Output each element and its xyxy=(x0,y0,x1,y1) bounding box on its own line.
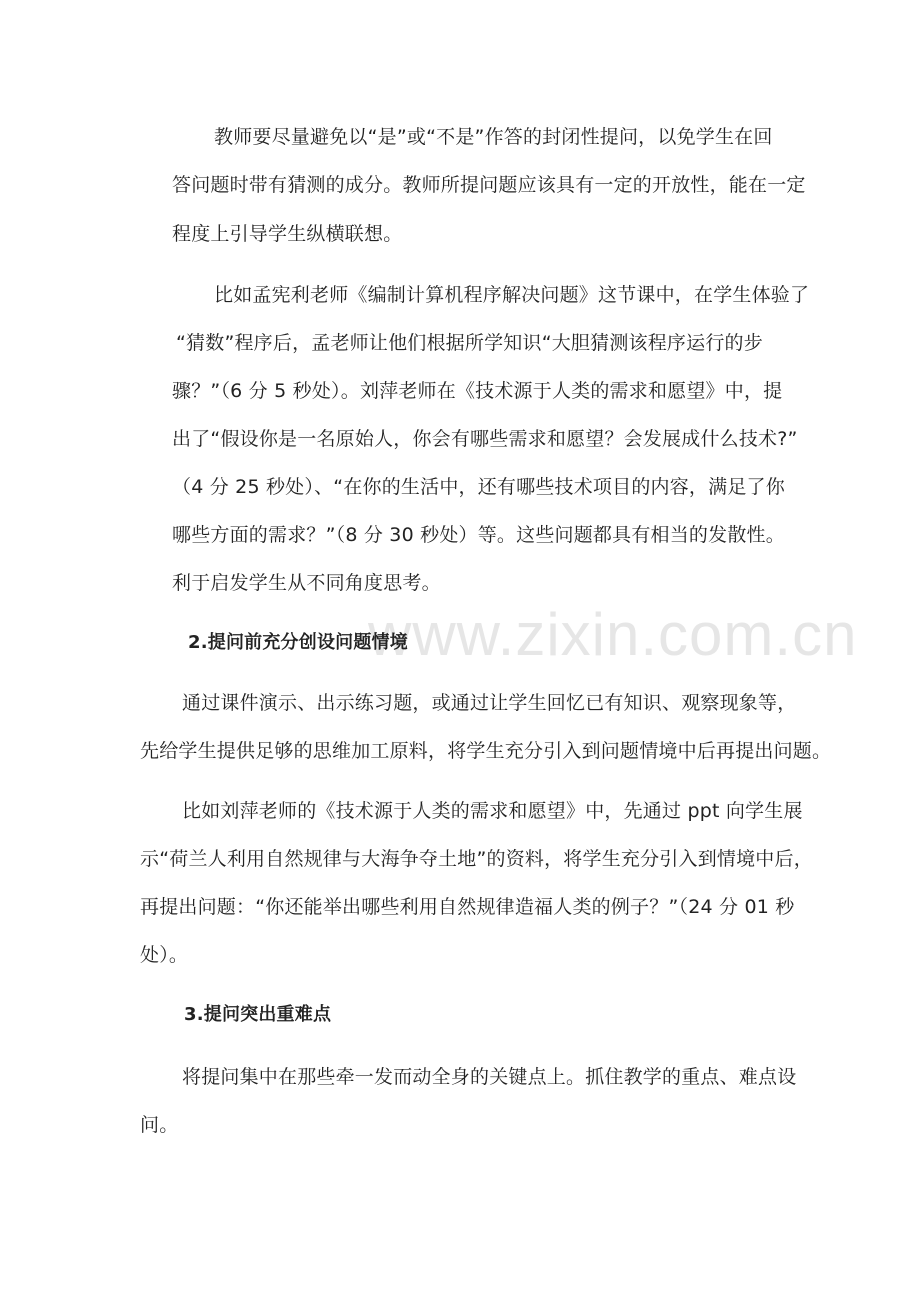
paragraph-3-line-2: 先给学生提供足够的思维加工原料，将学生充分引入到问题情境中后再提出问题。 xyxy=(140,740,832,762)
paragraph-5-line-2: 问。 xyxy=(140,1114,179,1136)
paragraph-1-line-3: 程度上引导学生纵横联想。 xyxy=(172,223,403,245)
paragraph-2-line-1: 比如孟宪利老师《编制计算机程序解决问题》这节课中，在学生体验了 xyxy=(214,284,810,306)
paragraph-2-line-2: “猜数”程序后，孟老师让他们根据所学知识“大胆猜测该程序运行的步 xyxy=(176,332,763,354)
paragraph-1-line-1: 教师要尽量避免以“是”或“不是”作答的封闭性提问，以免学生在回 xyxy=(214,126,773,148)
paragraph-2-line-4: 出了“假设你是一名原始人，你会有哪些需求和愿望？会发展成什么技术?” xyxy=(172,428,798,450)
paragraph-4-line-1: 比如刘萍老师的《技术源于人类的需求和愿望》中，先通过 ppt 向学生展 xyxy=(182,800,803,822)
paragraph-2-line-6: 哪些方面的需求？”（8 分 30 秒处）等。这些问题都具有相当的发散性。 xyxy=(172,524,785,546)
section-heading-2: 2.提问前充分创设问题情境 xyxy=(188,632,408,653)
paragraph-1-line-2: 答问题时带有猜测的成分。教师所提问题应该具有一定的开放性，能在一定 xyxy=(172,174,806,196)
paragraph-2-line-7: 利于启发学生从不同角度思考。 xyxy=(172,572,441,594)
paragraph-4-line-2: 示“荷兰人利用自然规律与大海争夺土地”的资料，将学生充分引入到情境中后， xyxy=(140,848,813,870)
paragraph-4-line-3: 再提出问题：“你还能举出哪些利用自然规律造福人类的例子？”（24 分 01 秒 xyxy=(140,896,795,918)
paragraph-2-line-5: （4 分 25 秒处）、“在你的生活中，还有哪些技术项目的内容，满足了你 xyxy=(172,476,785,498)
paragraph-2-line-3: 骤？”（6 分 5 秒处）。刘萍老师在《技术源于人类的需求和愿望》中，提 xyxy=(172,380,783,402)
section-heading-3: 3.提问突出重难点 xyxy=(184,1004,332,1025)
paragraph-3-line-1: 通过课件演示、出示练习题，或通过让学生回忆已有知识、观察现象等， xyxy=(182,692,797,714)
paragraph-5-line-1: 将提问集中在那些牵一发而动全身的关键点上。抓住教学的重点、难点设 xyxy=(182,1066,797,1088)
watermark: www.zixin.com.cn xyxy=(368,601,858,668)
paragraph-4-line-4: 处）。 xyxy=(140,944,189,966)
